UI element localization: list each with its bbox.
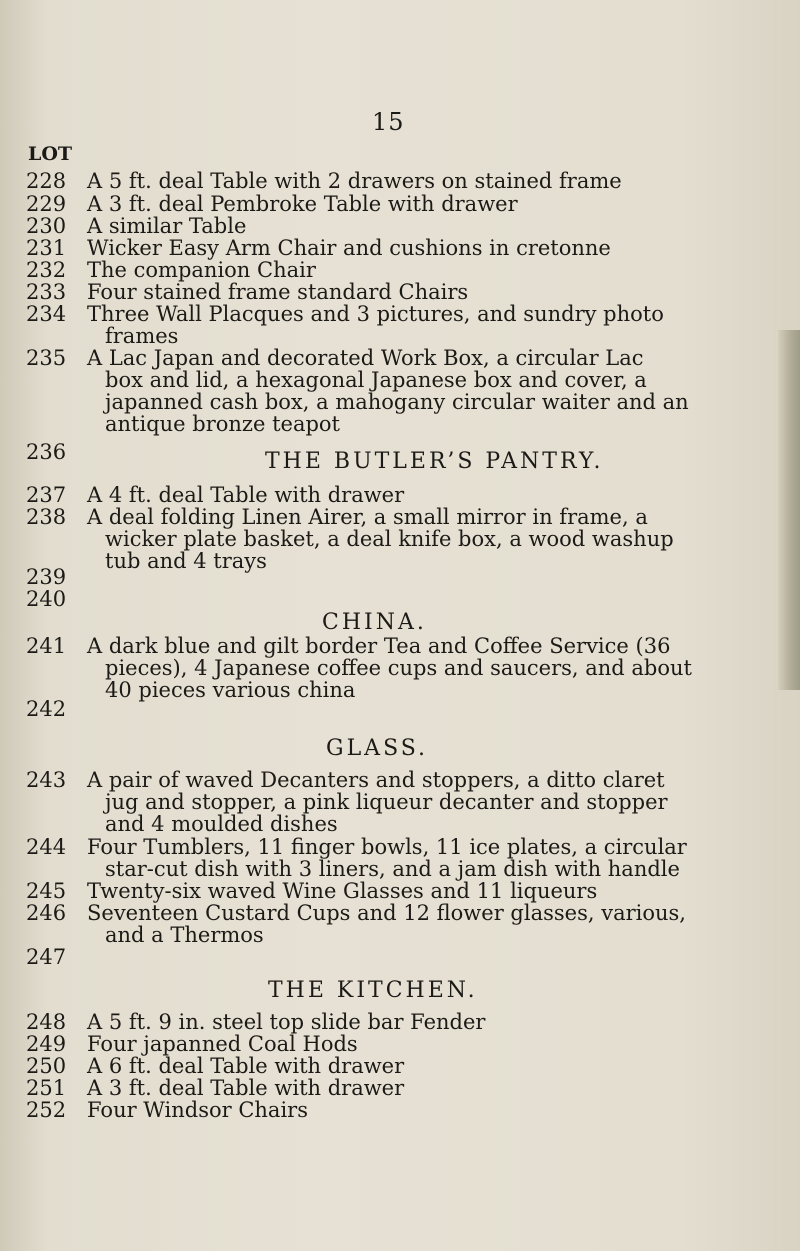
lot-description-line: Wicker Easy Arm Chair and cushions in cretonne: [87, 236, 611, 260]
lot-number: 245: [26, 879, 67, 903]
lot-description-line: 40 pieces various china: [105, 678, 356, 702]
lot-description-line: box and lid, a hexagonal Japanese box and cover, a: [105, 368, 647, 392]
lot-number: 233: [26, 280, 67, 304]
lot-number: 234: [26, 302, 67, 326]
lot-number: 244: [26, 835, 67, 859]
lot-description: [87, 506, 792, 572]
lot-description-line: Twenty-six waved Wine Glasses and 11 liqueurs: [87, 879, 598, 903]
lot-number: 232: [26, 258, 67, 282]
lot-description-line: Four Windsor Chairs: [87, 1098, 308, 1122]
lot-description-line: Seventeen Custard Cups and 12 flower glasses, various,: [87, 901, 686, 925]
lot-description: [87, 303, 792, 347]
lot-number: 243: [26, 768, 67, 792]
lot-description-line: A similar Table: [87, 214, 247, 238]
lot-description: [87, 836, 792, 880]
lot-number: 241: [26, 634, 67, 658]
lot-description-line: A 5 ft. 9 in. steel top slide bar Fender: [87, 1010, 486, 1034]
lot-number: 249: [26, 1032, 67, 1056]
lot-number: 228: [26, 169, 67, 193]
lot-number: 229: [26, 192, 67, 216]
lot-description: [87, 237, 792, 259]
lot-number: 230: [26, 214, 67, 238]
lot-description-line: A 6 ft. deal Table with drawer: [87, 1054, 405, 1078]
lot-description: [87, 635, 792, 701]
page-number: 15: [372, 108, 405, 136]
lot-description-line: Four japanned Coal Hods: [87, 1032, 358, 1056]
lot-description-line: wicker plate basket, a deal knife box, a wood washup: [105, 527, 674, 551]
lot-description-line: star-cut dish with 3 liners, and a jam dish with handle: [105, 857, 680, 881]
lot-description-line: Four Tumblers, 11 finger bowls, 11 ice plates, a circular: [87, 835, 687, 859]
lot-description-line: tub and 4 trays: [105, 549, 267, 573]
lot-column-header: LOT: [28, 143, 73, 165]
lot-number: 231: [26, 236, 67, 260]
lot-description-line: A Lac Japan and decorated Work Box, a circular Lac: [87, 346, 644, 370]
lot-description-line: A deal folding Linen Airer, a small mirror in frame, a: [87, 505, 648, 529]
lot-number: 248: [26, 1010, 67, 1034]
lot-description-line: A pair of waved Decanters and stoppers, a ditto claret: [87, 768, 665, 792]
lot-description: [87, 193, 792, 215]
lot-description-line: and 4 moulded dishes: [105, 812, 338, 836]
lot-description-line: antique bronze teapot: [105, 412, 340, 436]
section-heading-china: CHINA.: [322, 610, 427, 635]
lot-description: [87, 484, 792, 506]
lot-description-line: jug and stopper, a pink liqueur decanter and stopper: [105, 790, 668, 814]
lot-description: [87, 902, 792, 946]
lot-description: [87, 1011, 792, 1033]
lot-description-line: A 5 ft. deal Table with 2 drawers on stained frame: [87, 169, 622, 193]
lot-number: 252: [26, 1098, 67, 1122]
lot-description: [87, 1099, 792, 1121]
section-heading-kitchen: THE KITCHEN.: [268, 978, 478, 1003]
lot-description: [87, 769, 792, 835]
lot-number: 239: [26, 565, 67, 589]
lot-description-line: A 3 ft. deal Table with drawer: [87, 1076, 405, 1100]
lot-number: 237: [26, 483, 67, 507]
lot-description: [87, 259, 792, 281]
lot-description-line: A dark blue and gilt border Tea and Coffee Service (36: [87, 634, 671, 658]
lot-description: [87, 1077, 792, 1099]
lot-number: 251: [26, 1076, 67, 1100]
lot-description: [87, 1055, 792, 1077]
lot-description-line: A 4 ft. deal Table with drawer: [87, 483, 405, 507]
lot-description: [87, 281, 792, 303]
section-heading-glass: GLASS.: [326, 736, 429, 761]
lot-number: 236: [26, 440, 67, 464]
lot-number: 242: [26, 697, 67, 721]
lot-description-line: frames: [105, 324, 179, 348]
lot-description: [87, 215, 792, 237]
lot-description: [87, 170, 792, 192]
lot-number: 238: [26, 505, 67, 529]
lot-number: 250: [26, 1054, 67, 1078]
lot-description: [87, 1033, 792, 1055]
lot-description-line: Four stained frame standard Chairs: [87, 280, 469, 304]
lot-number: 246: [26, 901, 67, 925]
lot-description-line: and a Thermos: [105, 923, 264, 947]
lot-description-line: The companion Chair: [87, 258, 316, 282]
lot-number: 240: [26, 587, 67, 611]
lot-description: [87, 880, 792, 902]
lot-description-line: japanned cash box, a mahogany circular waiter and an: [105, 390, 689, 414]
lot-number: 247: [26, 945, 67, 969]
lot-description: [87, 347, 792, 435]
lot-description-line: A 3 ft. deal Pembroke Table with drawer: [87, 192, 518, 216]
lot-description-line: Three Wall Placques and 3 pictures, and sundry photo: [87, 302, 664, 326]
section-heading-butlers-pantry: THE BUTLER’S PANTRY.: [265, 449, 604, 474]
lot-number: 235: [26, 346, 67, 370]
lot-description-line: pieces), 4 Japanese coffee cups and saucers, and about: [105, 656, 692, 680]
